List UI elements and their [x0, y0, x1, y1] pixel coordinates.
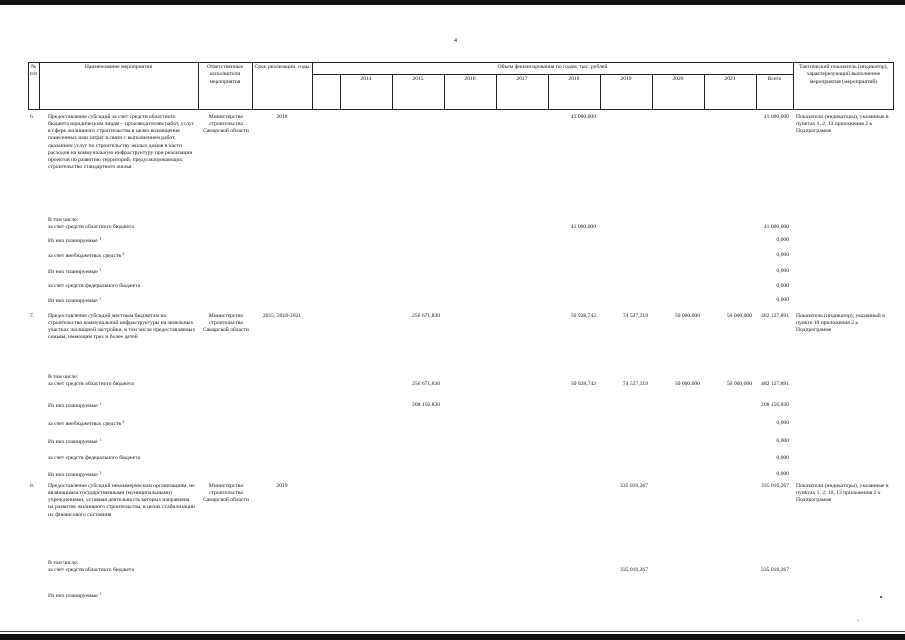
item-indicator: Показатели (индикаторы), указанные в пунктах 1, 2, 10, 13 приложения 2 к Подпрограмме	[796, 483, 889, 504]
item-term: 2018	[276, 114, 288, 120]
page-number: 4	[454, 38, 457, 44]
subrow-label	[48, 438, 101, 446]
header-year-2021: 2021	[724, 76, 736, 82]
subrow-label-text: за счет средств федерального бюджета	[48, 282, 141, 289]
footnote-mark: 2	[122, 252, 125, 257]
subrow-label	[48, 297, 101, 305]
item-name: Предоставление субсидий некоммерческим организациям, не являющимся государственными (муниципальными) учреждениями, уставная деятельность которых направлена на развитие жилищного строительства, в целях стабилизации их финансового состояния	[48, 483, 195, 518]
value-total: 0,000	[776, 470, 789, 477]
subrow-label-text: за счет внебюджетных средств	[48, 421, 122, 427]
value-total: 0,000	[776, 267, 789, 274]
value-total: 0,000	[776, 455, 789, 461]
value-2020: 50 000,000	[674, 381, 700, 387]
subrow-label	[48, 402, 101, 410]
header-year-2015: 2015	[412, 76, 424, 82]
subrow-label	[48, 381, 134, 388]
subrow-label	[48, 252, 124, 260]
item-number: 7.	[30, 313, 35, 319]
header-total: Всего	[767, 76, 782, 82]
item-indicator: Показатель (индикатор), указанный в пункте 10 приложения 2 к Подпрограмме	[796, 313, 885, 334]
subrow-label-text: Из них планируемые	[48, 471, 98, 478]
subrow-label	[48, 420, 124, 428]
subrow-label-text: за счет средств федерального бюджета	[48, 455, 141, 461]
item-executor: Министерство строительства Самарской области	[203, 313, 249, 334]
header-year-2019: 2019	[620, 76, 632, 82]
item-executor: Министерство строительства Самарской области	[203, 114, 249, 135]
item-term: 2015, 2018-2021	[262, 313, 302, 319]
footnote-mark: 1	[99, 401, 102, 406]
value-2015: 208 156,830	[412, 401, 440, 408]
subrows-intro: В том числе:	[48, 217, 79, 223]
item-indicator: Показатели (индикаторы), указанные в пунктах 1, 2, 13 приложения 2 к Подпрограмме	[796, 114, 889, 135]
subrow-label	[48, 455, 140, 462]
scan-speck	[880, 596, 882, 598]
header-executor: Ответственные исполнители мероприятия	[206, 64, 244, 85]
subrow-label-text: Из них планируемые	[48, 238, 98, 245]
value-total: 482 127,891	[761, 313, 789, 319]
value-total: 0,000	[776, 420, 789, 426]
header-year-2014: 2014	[360, 76, 372, 82]
footnote-mark: 1	[99, 470, 102, 475]
subrow-label	[48, 283, 140, 290]
subrow-label	[48, 567, 134, 574]
value-2018: 50 928,742	[570, 313, 596, 319]
value-total: 482 127,891	[761, 381, 789, 387]
header-year-2018: 2018	[568, 76, 580, 82]
item-number: 8.	[30, 483, 35, 489]
value-2018: 41 000,000	[570, 224, 596, 230]
item-term: 2019	[276, 483, 288, 489]
subrows-intro: В том числе:	[48, 374, 79, 380]
value-2019: 74 527,319	[622, 313, 648, 319]
footnote-mark: 1	[99, 237, 102, 242]
value-total: 41 000,000	[763, 224, 789, 230]
header-year-2017: 2017	[516, 76, 528, 82]
footnote-mark: 1	[99, 267, 102, 272]
scan-border-line	[0, 631, 905, 632]
value-total: 0,000	[776, 437, 789, 444]
value-2018: 50 928,742	[570, 381, 596, 387]
value-2019: 74 527,319	[622, 381, 648, 387]
subrow-label	[48, 268, 101, 276]
subrow-label	[48, 592, 101, 600]
subrow-label-text: Из них планируемые	[48, 298, 98, 304]
item-executor: Министерство строительства Самарской области	[203, 483, 249, 504]
subrow-label	[48, 237, 101, 245]
value-2015: 256 671,830	[412, 381, 440, 387]
subrow-label-text: за счет средств областного бюджета	[48, 381, 134, 387]
header-year-2020: 2020	[672, 76, 684, 82]
subrow-label-text: Из них планируемые	[48, 593, 98, 599]
value-total: 0,000	[776, 237, 789, 244]
subrow-label-text: за счет средств областного бюджета	[48, 567, 134, 573]
item-name: Предоставление субсидий за счет средств областного бюджета юридическим лицам – производителям работ, услуг в сфере жилищного строительства в целях возмещения понесенных ими затрат в связи с выполнением работ, оказанием услуг по строительству жилых домов в части расходов на коммунальную инфраструктуру при реализации проектов по развитию территорий, предусматривающих строительство стандартного жилья	[48, 114, 194, 171]
header-indicator: Тактический показатель (индикатор), характеризующий выполнение мероприятия (мероприятий)	[799, 64, 888, 85]
header-volume: Объем финансирования по годам, тыс. рублей	[497, 64, 608, 70]
item-number: 6.	[30, 114, 35, 120]
header-name: Наименование мероприятия	[84, 64, 153, 70]
value-2019: 335 016,267	[620, 483, 648, 489]
subrow-label	[48, 471, 101, 479]
scan-border-bottom	[0, 634, 905, 640]
value-total: 335 016,267	[761, 567, 789, 573]
header-term: Срок реализации, годы	[254, 64, 310, 70]
subrow-label-text: за счет внебюджетных средств	[48, 253, 122, 260]
value-2020: 50 000,000	[674, 313, 700, 319]
subrow-label	[48, 224, 134, 231]
subrow-label-text: Из них планируемые	[48, 402, 98, 409]
subrow-label-text: за счет средств областного бюджета	[48, 224, 134, 230]
footnote-mark: 1	[99, 437, 102, 442]
header-no: № п/п	[29, 64, 38, 78]
footnote-mark: 2	[122, 420, 125, 424]
subrow-label-text: Из них планируемые	[48, 438, 98, 445]
value-2021: 50 000,000	[726, 313, 752, 319]
value-2018: 41 000,000	[570, 114, 596, 120]
value-total: 0,000	[776, 252, 789, 259]
footnote-mark: 1	[99, 592, 102, 596]
value-total: 41 000,000	[763, 114, 789, 120]
subrows-intro: В том числе:	[48, 560, 79, 566]
value-total: 335 016,267	[761, 483, 789, 489]
value-2021: 50 000,000	[726, 381, 752, 387]
header-year-2016: 2016	[464, 76, 476, 82]
value-total: 0,000	[776, 282, 789, 289]
value-total: 208 156,830	[761, 401, 789, 408]
subrow-label-text: Из них планируемые	[48, 268, 98, 275]
value-2015: 256 671,830	[412, 313, 440, 319]
value-2019: 335 016,267	[620, 567, 648, 573]
footnote-mark: 1	[99, 297, 102, 301]
item-name: Предоставление субсидий местным бюджетам на строительство коммунальной инфраструктуры на земельных участках жилищной застройки, в том числе предоставляемых семьям, имеющим трех и более детей	[48, 313, 196, 341]
scan-border-top	[0, 0, 905, 5]
value-total: 0,000	[776, 297, 789, 303]
scan-speck	[858, 620, 859, 621]
